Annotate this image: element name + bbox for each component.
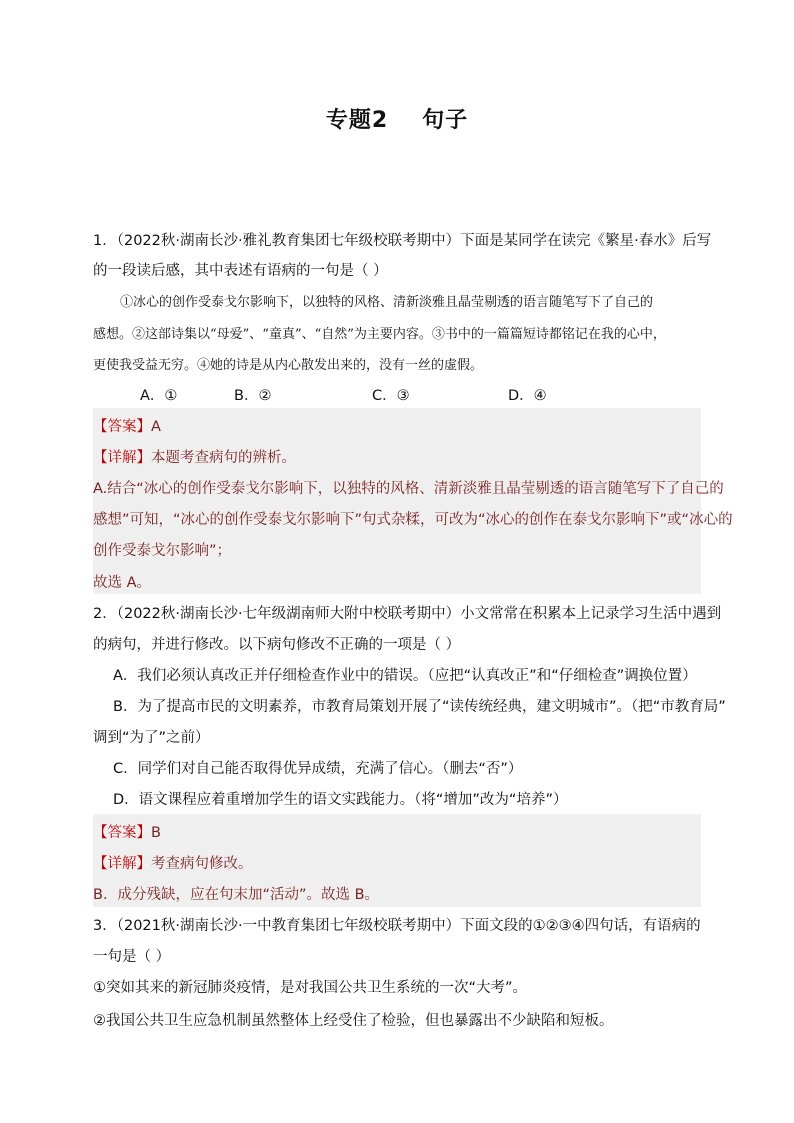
q2-answer-tag: 【答案】 bbox=[93, 825, 151, 841]
q1-answer-tag: 【答案】 bbox=[93, 419, 151, 435]
q2-answer-value: B bbox=[151, 825, 161, 841]
q2-option-b-line2: 调到“为了”之前） bbox=[93, 730, 210, 746]
q1-option-b: B．② bbox=[234, 388, 272, 404]
q2-detail bbox=[93, 852, 253, 873]
q1-explain-line4: 故选 A。 bbox=[93, 575, 152, 591]
q2-option-a: A．我们必须认真改正并仔细检查作业中的错误。（应把“认真改正”和“仔细检查”调换位置） bbox=[113, 668, 697, 684]
q2-stem-line1: 2．（2022秋·湖南长沙·七年级湖南师大附中校联考期中）小文常常在积累本上记录学习生活中遇到 bbox=[93, 606, 722, 622]
q1-options bbox=[140, 384, 547, 405]
q1-option-a: A．① bbox=[140, 388, 178, 404]
q1-stem-line2: 的一段读后感，其中表述有语病的一句是（ ） bbox=[93, 263, 388, 279]
q2-detail-tag: 【详解】 bbox=[93, 856, 151, 872]
q2-detail-text: 考查病句修改。 bbox=[151, 856, 253, 872]
q3-stem-line1: 3．（2021秋·湖南长沙·一中教育集团七年级校联考期中）下面文段的①②③④四句话，有语病的 bbox=[93, 918, 701, 934]
q1-detail-tag: 【详解】 bbox=[93, 450, 151, 466]
title-sub: 句子 bbox=[422, 108, 469, 133]
q1-option-c: C．③ bbox=[372, 388, 410, 404]
q1-passage-line1: ①冰心的创作受泰戈尔影响下，以独特的风格、清新淡雅且晶莹剔透的语言随笔写下了自己的 bbox=[120, 295, 654, 310]
q1-answer-value: A bbox=[151, 419, 161, 435]
q1-passage-line3: 更使我受益无穷。④她的诗是从内心散发出来的，没有一丝的虚假。 bbox=[93, 358, 484, 373]
q1-explain-line2: 感想”可知，“冰心的创作受泰戈尔影响下”句式杂糅，可改为“冰心的创作在泰戈尔影响下”或“冰心的 bbox=[93, 512, 733, 528]
q1-passage-line2: 感想。②这部诗集以“母爱”、“童真”、“自然”为主要内容。③书中的一篇篇短诗都铭记在我的心中， bbox=[93, 327, 666, 342]
q1-detail-text: 本题考查病句的辨析。 bbox=[151, 450, 296, 466]
q1-explain-line3: 创作受泰戈尔影响”； bbox=[93, 543, 232, 559]
q1-detail bbox=[93, 446, 296, 467]
q3-stem-line2: 一句是（ ） bbox=[93, 949, 171, 965]
page-title bbox=[0, 103, 794, 134]
q2-option-d: D．语文课程应着重增加学生的语文实践能力。（将“增加”改为“培养”） bbox=[113, 792, 568, 808]
q1-answer bbox=[93, 415, 161, 436]
q2-stem-line2: 的病句，并进行修改。以下病句修改不正确的一项是（ ） bbox=[93, 637, 461, 653]
q1-stem-line1: 1．（2022秋·湖南长沙·雅礼教育集团七年级校联考期中）下面是某同学在读完《繁星·春水》后写 bbox=[93, 233, 712, 249]
q1-explain-line1: A.结合“冰心的创作受泰戈尔影响下，以独特的风格、清新淡雅且晶莹剔透的语言随笔写下了自己的 bbox=[93, 481, 724, 497]
q2-explain-line1: B．成分残缺，应在句末加“活动”。故选 B。 bbox=[93, 887, 380, 903]
q1-option-d: D．④ bbox=[508, 388, 547, 404]
q2-option-c: C．同学们对自己能否取得优异成绩，充满了信心。（删去“否”） bbox=[113, 761, 523, 777]
q2-option-b-line1: B．为了提高市民的文明素养，市教育局策划开展了“读传统经典，建文明城市”。（把“市教育局” bbox=[113, 699, 726, 715]
q2-answer bbox=[93, 821, 161, 842]
q1-answer-block bbox=[93, 408, 701, 594]
q3-sentence-2: ②我国公共卫生应急机制虽然整体上经受住了检验，但也暴露出不少缺陷和短板。 bbox=[93, 1013, 614, 1029]
title-main: 专题2 bbox=[325, 108, 389, 133]
q3-sentence-1: ①突如其来的新冠肺炎疫情，是对我国公共卫生系统的一次“大考”。 bbox=[93, 980, 528, 996]
